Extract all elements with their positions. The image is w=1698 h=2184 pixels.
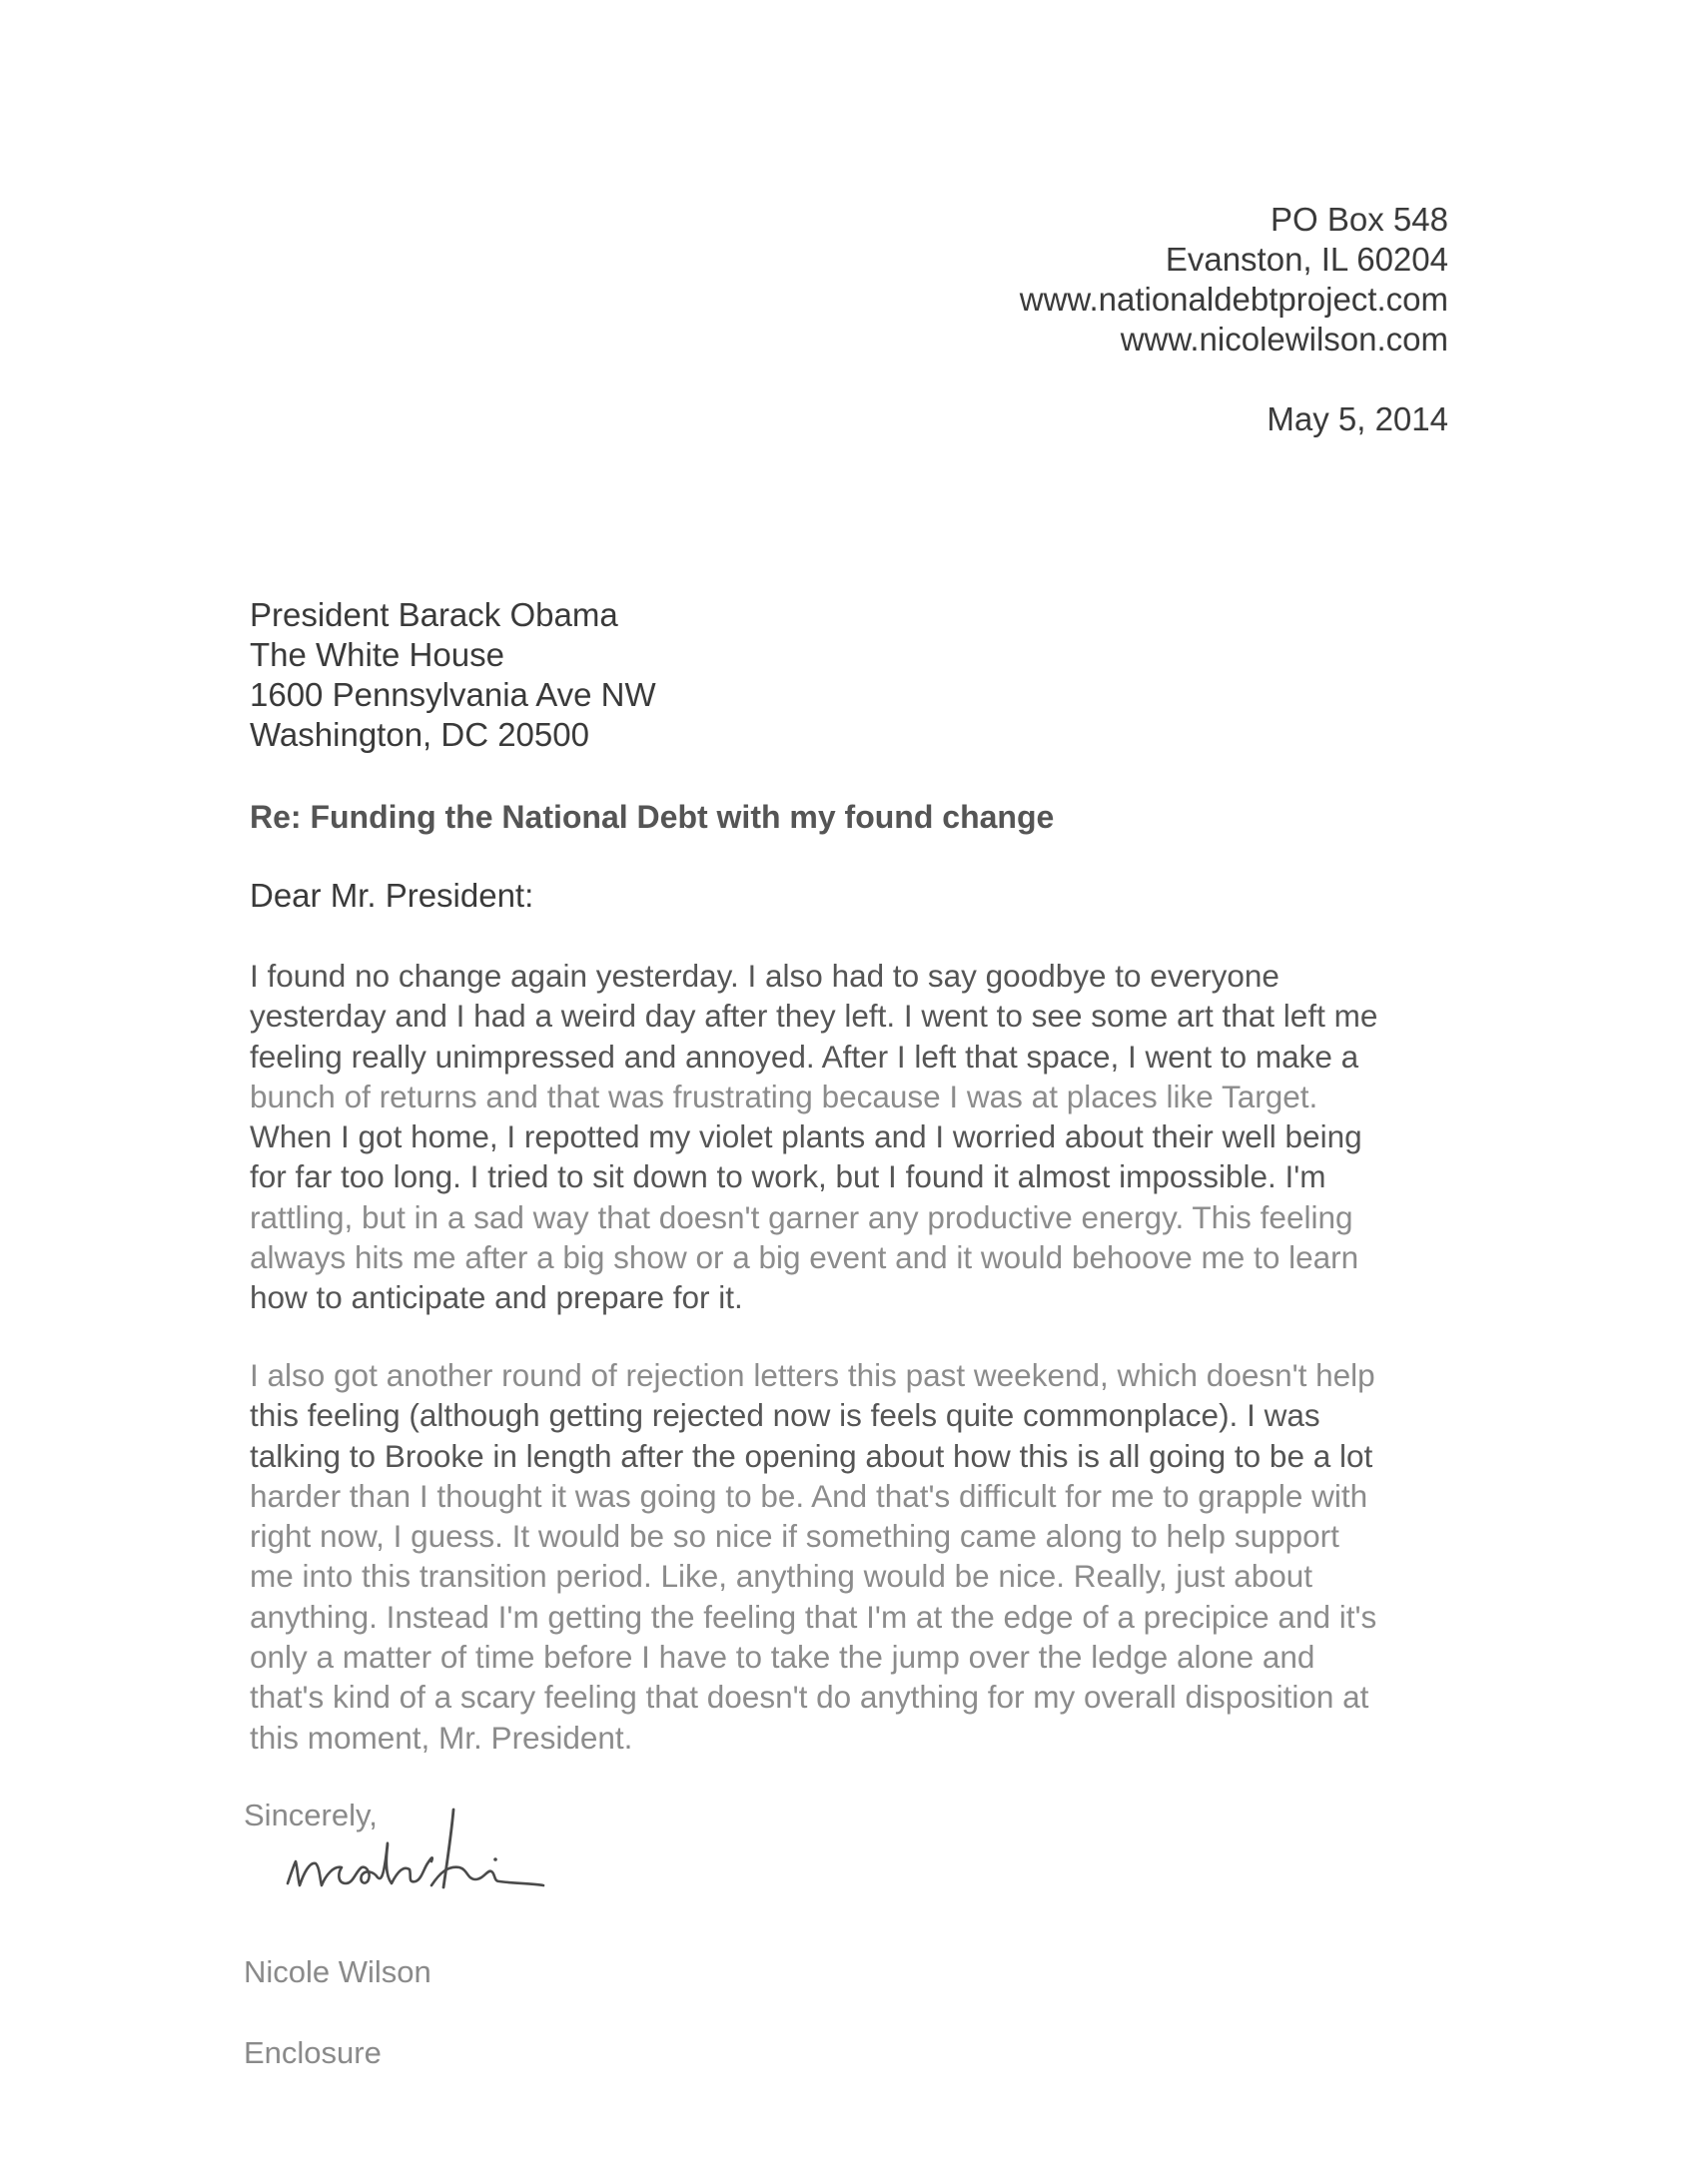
body-paragraph-2 [250, 1355, 1448, 1758]
paragraph-line: how to anticipate and prepare for it. [250, 1279, 743, 1316]
letter-date: May 5, 2014 [1267, 400, 1448, 437]
subject-line: Re: Funding the National Debt with my found change [250, 799, 1055, 835]
sender-website-1: www.nationaldebtproject.com [1019, 281, 1448, 318]
paragraph-line: this moment, Mr. President. [250, 1719, 633, 1756]
salutation: Dear Mr. President: [250, 877, 534, 914]
paragraph-line: right now, I guess. It would be so nice if something came along to help support [250, 1518, 1339, 1555]
recipient-name: President Barack Obama [250, 596, 618, 633]
paragraph-line: When I got home, I repotted my violet plants and I worried about their well being [250, 1118, 1362, 1155]
paragraph-line: this feeling (although getting rejected now is feels quite commonplace). I was [250, 1397, 1320, 1434]
paragraph-line: harder than I thought it was going to be. And that's difficult for me to grapple with [250, 1477, 1368, 1514]
paragraph-line: only a matter of time before I have to take the jump over the ledge alone and [250, 1639, 1315, 1676]
paragraph-line: rattling, but in a sad way that doesn't garner any productive energy. This feeling [250, 1198, 1353, 1235]
recipient-city-state-zip: Washington, DC 20500 [250, 716, 589, 753]
paragraph-line: me into this transition period. Like, anything would be nice. Really, just about [250, 1558, 1313, 1595]
paragraph-line: bunch of returns and that was frustrating because I was at places like Target. [250, 1078, 1318, 1114]
signer-name: Nicole Wilson [244, 1954, 431, 1989]
paragraph-line: feeling really unimpressed and annoyed. After I left that space, I went to make a [250, 1038, 1359, 1075]
body-paragraph-1 [250, 956, 1448, 1318]
sender-address-block [1020, 200, 1448, 360]
paragraph-line: talking to Brooke in length after the opening about how this is all going to be a lot [250, 1437, 1373, 1474]
paragraph-line: that's kind of a scary feeling that doesn't do anything for my overall disposition at [250, 1679, 1369, 1716]
paragraph-line: anything. Instead I'm getting the feeling that I'm at the edge of a precipice and it's [250, 1598, 1377, 1635]
handwritten-signature [282, 1804, 621, 1903]
paragraph-line: always hits me after a big show or a big event and it would behoove me to learn [250, 1239, 1359, 1276]
paragraph-line: yesterday and I had a weird day after they left. I went to see some art that left me [250, 998, 1378, 1035]
enclosure-note: Enclosure [244, 2035, 382, 2070]
sender-website-2: www.nicolewilson.com [1120, 321, 1448, 358]
recipient-address-block [250, 595, 656, 755]
paragraph-line: I found no change again yesterday. I also had to say goodbye to everyone [250, 958, 1279, 994]
sender-city-state-zip: Evanston, IL 60204 [1165, 241, 1448, 278]
closing: Sincerely, [244, 1798, 378, 1832]
paragraph-line: for far too long. I tried to sit down to work, but I found it almost impossible. I'm [250, 1158, 1326, 1195]
recipient-line-2: The White House [250, 636, 504, 673]
paragraph-line: I also got another round of rejection letters this past weekend, which doesn't help [250, 1357, 1375, 1393]
sender-po-box: PO Box 548 [1271, 201, 1448, 238]
recipient-street: 1600 Pennsylvania Ave NW [250, 676, 656, 713]
